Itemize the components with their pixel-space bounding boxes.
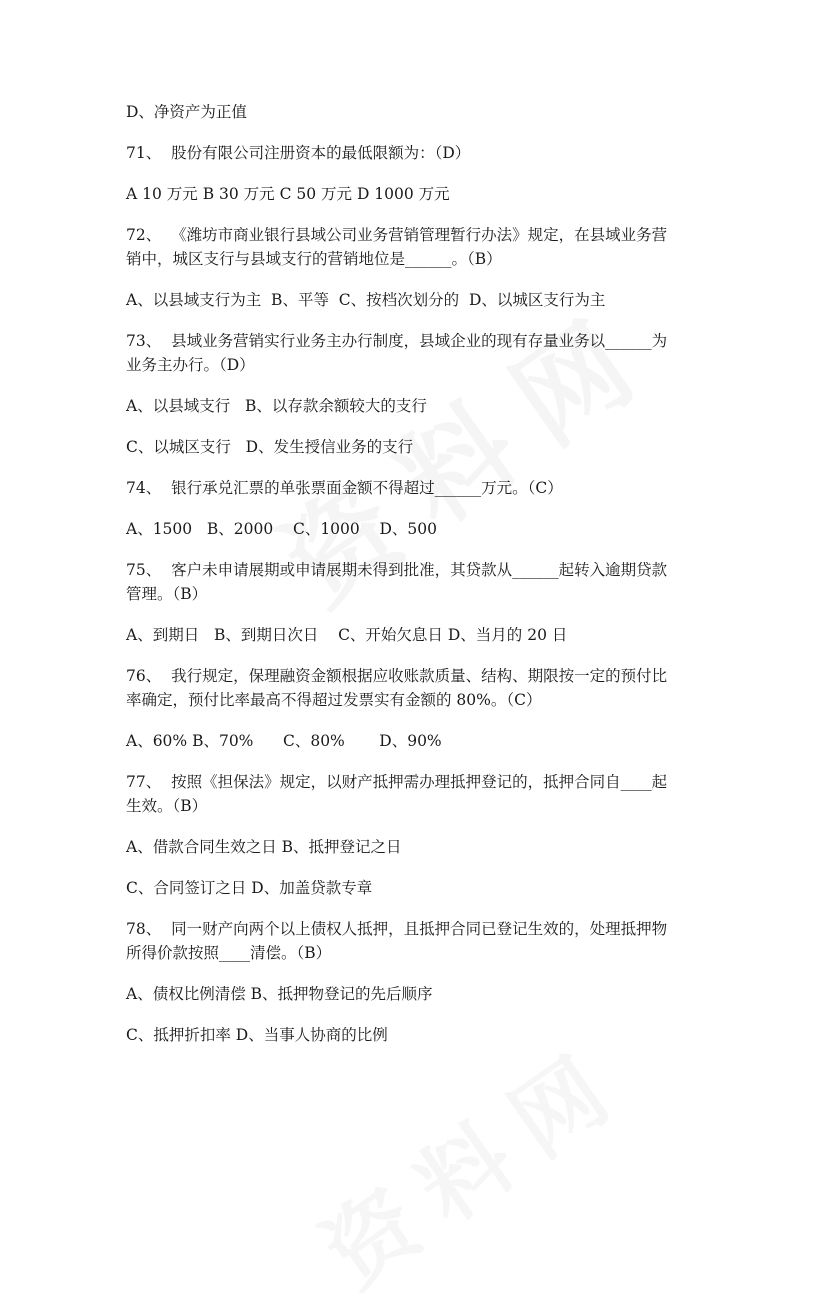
document-body [126,100,710,1047]
options-77-a: A、借款合同生效之日 B、抵押登记之日 [126,838,402,856]
question-75-cont: 管理。（B） [126,585,208,603]
options-76: A、60% B、70% C、80% D、90% [126,732,442,750]
options-78-b: C、抵押折扣率 D、当事人协商的比例 [126,1026,388,1044]
watermark [294,1009,649,1311]
options-71: A 10 万元 B 30 万元 C 50 万元 D 1000 万元 [126,185,450,203]
question-77-cont: 生效。（B） [126,797,208,815]
question-72: 72、 《潍坊市商业银行县域公司业务营销管理暂行办法》规定，在县域业务营 [126,226,668,244]
question-77: 77、 按照《担保法》规定，以财产抵押需办理抵押登记的，抵押合同自____起 [126,773,668,791]
question-73: 73、 县域业务营销实行业务主办行制度，县域企业的现有存量业务以______为 [126,332,668,350]
question-73-cont: 业务主办行。（D） [126,356,255,374]
options-75: A、到期日 B、到期日次日 C、开始欠息日 D、当月的 20 日 [126,626,568,644]
options-72: A、以县域支行为主 B、平等 C、按档次划分的 D、以城区支行为主 [126,291,606,309]
option-line: D、净资产为正值 [126,103,247,121]
question-71: 71、 股份有限公司注册资本的最低限额为：（D） [126,144,471,162]
question-74: 74、 银行承兑汇票的单张票面金额不得超过______万元。（C） [126,479,563,497]
question-75: 75、 客户未申请展期或申请展期未得到批准，其贷款从______起转入逾期贷款 [126,561,668,579]
options-73-b: C、以城区支行 D、发生授信业务的支行 [126,438,414,456]
question-72-cont: 销中，城区支行与县域支行的营销地位是______。（B） [126,250,502,268]
question-76: 76、 我行规定，保理融资金额根据应收账款质量、结构、期限按一定的预付比 [126,667,668,685]
options-78-a: A、债权比例清偿 B、抵押物登记的先后顺序 [126,985,433,1003]
question-78-cont: 所得价款按照____清偿。（B） [126,944,332,962]
question-76-cont: 率确定，预付比率最高不得超过发票实有金额的 80%。（C） [126,691,542,709]
options-74: A、1500 B、2000 C、1000 D、500 [126,520,437,538]
options-77-b: C、合同签订之日 D、加盖贷款专章 [126,879,373,897]
options-73-a: A、以县域支行 B、以存款余额较大的支行 [126,397,427,415]
question-78: 78、 同一财产向两个以上债权人抵押，且抵押合同已登记生效的，处理抵押物 [126,920,668,938]
